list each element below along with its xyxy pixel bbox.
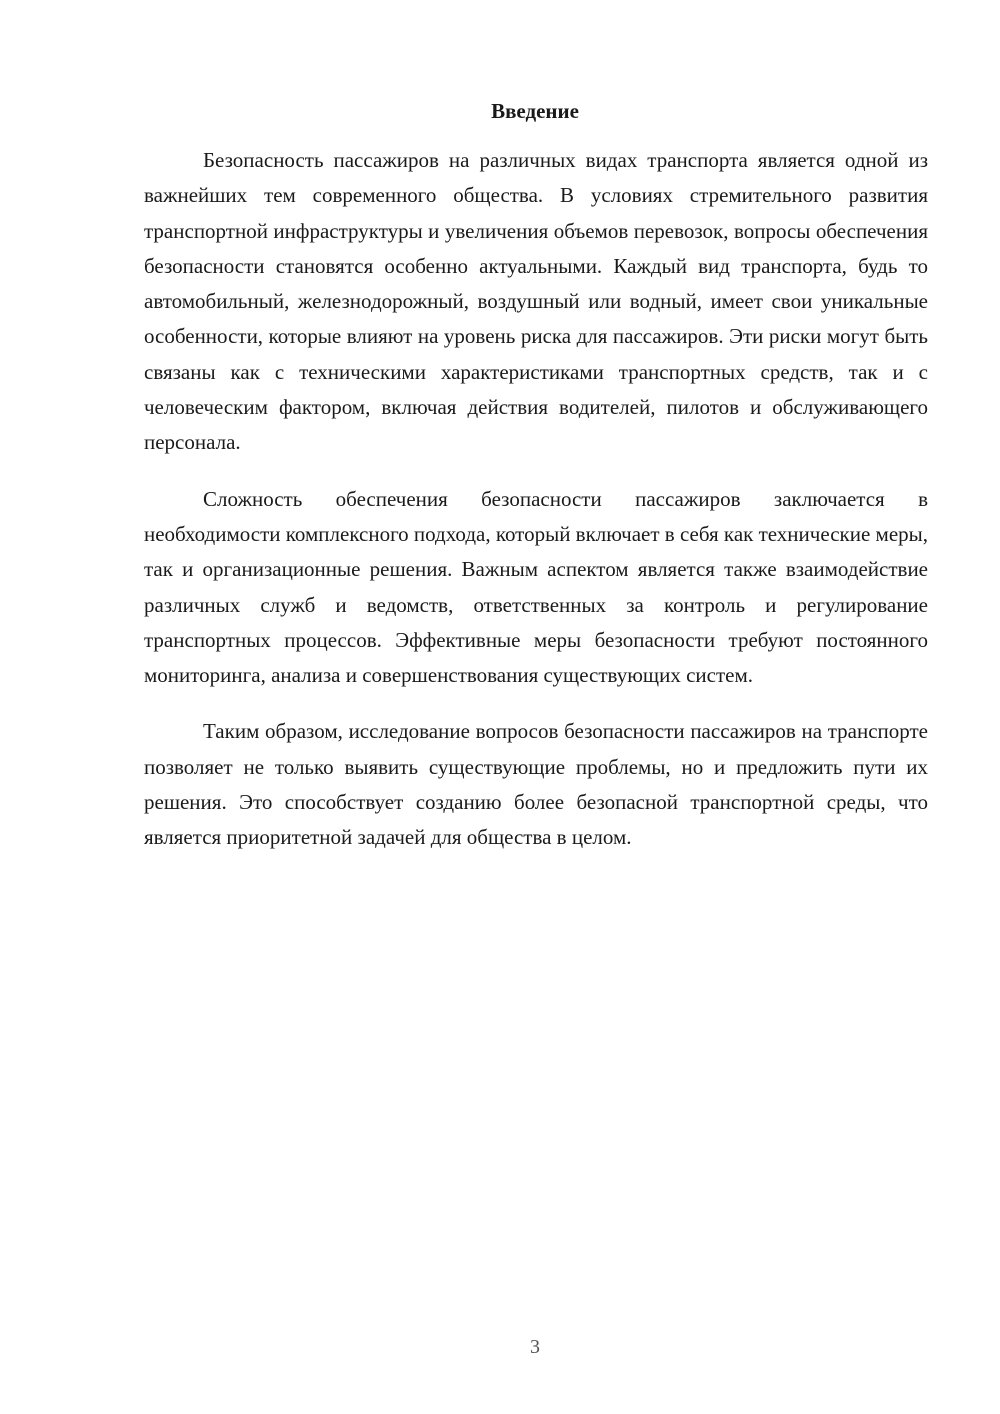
paragraph-1: Безопасность пассажиров на различных видах транспорта является одной из важнейших тем современного общества. В условиях стремительного развития транспортной инфраструктуры и увеличения объемов перевозок, вопросы обеспечения безопасности становятся особенно актуальными. Каждый вид транспорта, будь то автомобильный, железнодорожный, воздушный или водный, имеет свои уникальные особенности, которые влияют на уровень риска для пассажиров. Эти риски могут быть связаны как с техническими характеристиками транспортных средств, так и с человеческим фактором, включая действия водителей, пилотов и обслуживающего персонала.	[144, 148, 928, 455]
document-body	[144, 143, 928, 877]
paragraph-2: Сложность обеспечения безопасности пассажиров заключается в необходимости комплексного подхода, который включает в себя как технические меры, так и организационные решения. Важным аспектом является также взаимодействие различных служб и ведомств, ответственных за контроль и регулирование транспортных процессов. Эффективные меры безопасности требуют постоянного мониторинга, анализа и совершенствования существующих систем.	[144, 486, 928, 688]
paragraph-3: Таким образом, исследование вопросов безопасности пассажиров на транспорте позволяет не только выявить существующие проблемы, но и предложить пути их решения. Это способствует созданию более безопасной транспортной среды, что является приоритетной задачей для общества в целом.	[144, 719, 928, 850]
page-title: Введение	[491, 99, 579, 123]
page-number: 3	[530, 1336, 540, 1358]
